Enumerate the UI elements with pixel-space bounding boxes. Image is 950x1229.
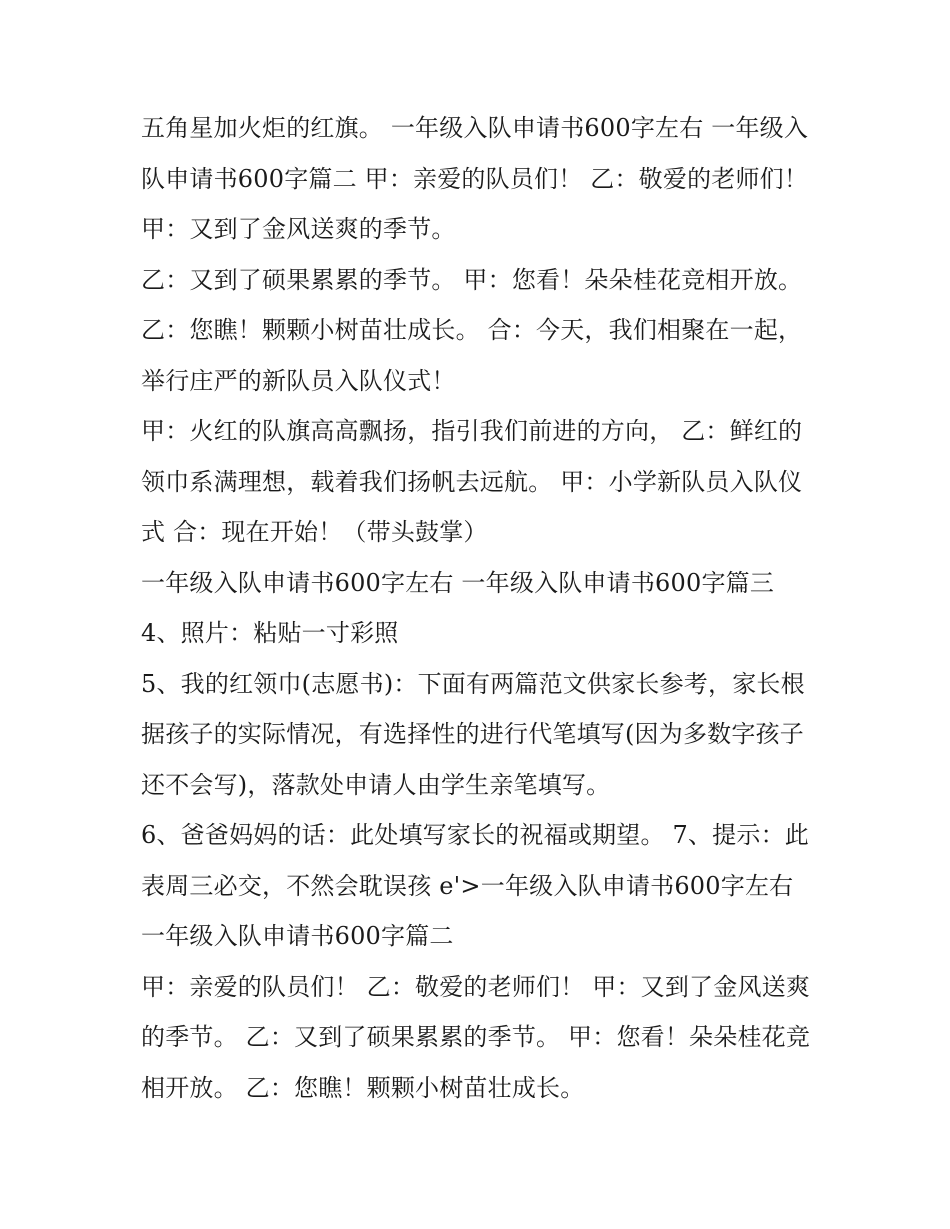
paragraph-8: 甲：亲爱的队员们！ 乙：敬爱的老师们！ 甲：又到了金风送爽的季节。 乙：又到了硕果累累的季节。 甲：您看！朵朵桂花竞相开放。 乙：您瞧！颗颗小树苗壮成长。 [141,972,811,1102]
paragraph-5: 4、照片：粘贴一寸彩照 [141,619,399,647]
paragraph-7: 6、爸爸妈妈的话：此处填写家长的祝福或期望。 7、提示：此表周三必交，不然会耽误孩 e'>一年级入队申请书600字左右 一年级入队申请书600字篇二 [141,821,809,950]
paragraph-4: 一年级入队申请书600字左右 一年级入队申请书600字篇三 [141,568,775,597]
document-body [141,103,816,1113]
paragraph-1: 五角星加火炬的红旗。 一年级入队申请书600字左右 一年级入队申请书600字篇二 甲：亲爱的队员们！ 乙：敬爱的老师们！ 甲：又到了金风送爽的季节。 [141,114,816,243]
paragraph-3: 甲：火红的队旗高高飘扬，指引我们前进的方向， 乙：鲜红的领巾系满理想，载着我们扬帆去远航。 甲：小学新队员入队仪式 合：现在开始！（带头鼓掌） [141,417,803,546]
paragraph-2: 乙：又到了硕果累累的季节。 甲：您看！朵朵桂花竞相开放。 乙：您瞧！颗颗小树苗壮成长。 合：今天，我们相聚在一起，举行庄严的新队员入队仪式！ [141,265,811,395]
paragraph-6: 5、我的红领巾(志愿书)：下面有两篇范文供家长参考，家长根据孩子的实际情况，有选择性的进行代笔填写(因为多数字孩子还不会写)，落款处申请人由学生亲笔填写。 [141,669,805,799]
